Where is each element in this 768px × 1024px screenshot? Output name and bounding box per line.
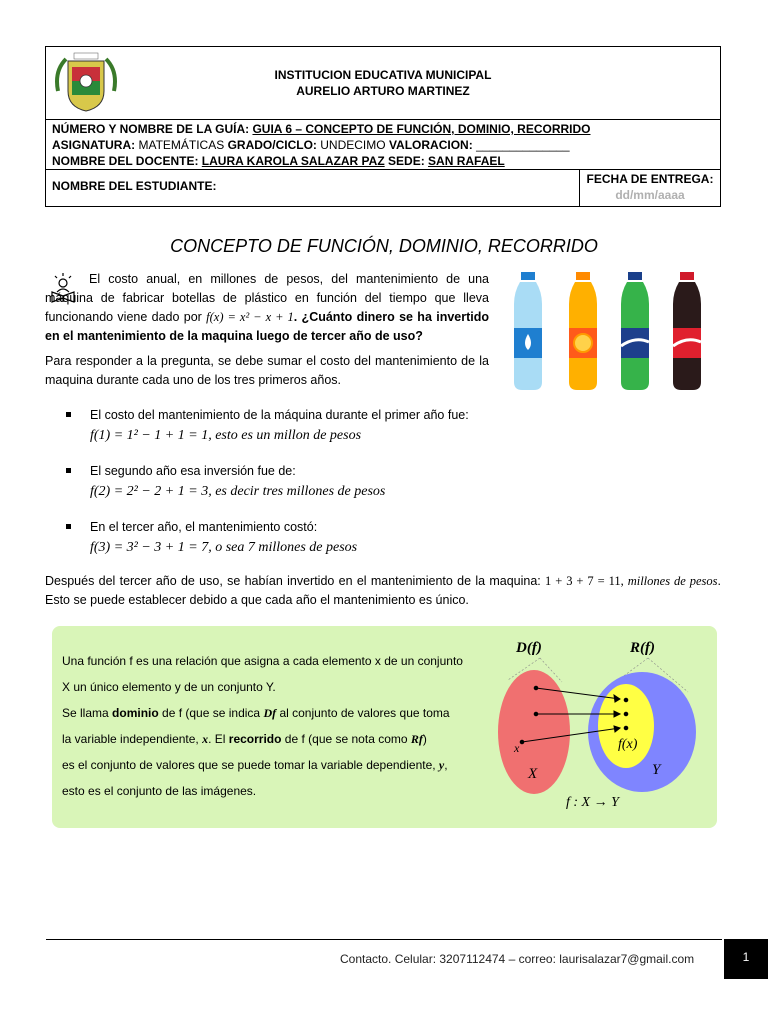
def-symbol-rf: Rf [410, 732, 423, 746]
domain-label: D(f) [516, 640, 542, 656]
def-text: al conjunto de valores que toma [276, 706, 450, 720]
def-text: . El [208, 732, 229, 746]
element-x-label: x [514, 741, 520, 755]
conclusion-paragraph [45, 572, 721, 610]
bullet-equation [90, 425, 469, 445]
def-symbol-x: x [202, 732, 209, 746]
intro-question: . ¿Cuánto dinero se ha invertido en el mantenimiento de la maquina luego de tercer año de uso? [45, 310, 490, 343]
intro-sentence: El costo anual, en millones de pesos, del mantenimiento de una máquina de fabricar botellas de plástico en función del tiempo que lleva funcionando viene dado por [45, 272, 489, 324]
header-info-rows [46, 120, 720, 170]
bullet-equation [90, 481, 385, 501]
function-diagram [492, 632, 710, 822]
answer-intro: Para responder a la pregunta, se debe sumar el costo del mantenimiento de la maquina durante cada uno de los tres primeros años. [45, 354, 489, 387]
valuation-label: VALORACION: [388, 138, 473, 152]
equation-note: o sea 7 millones de pesos [211, 540, 358, 555]
conclusion-part2: . Esto se puede establecer debido a que cada año el mantenimiento es único. [45, 574, 722, 607]
def-text: Se llama [62, 706, 113, 720]
header-title-row [46, 47, 720, 120]
range-label: R(f) [630, 640, 655, 656]
bullet-equation [90, 537, 357, 557]
equation-math: f(2) = 2² − 2 + 1 = 3, [90, 484, 212, 499]
conclusion-unit: millones de pesos [623, 574, 718, 588]
valuation-value: ______________ [476, 138, 570, 152]
subject-value: MATEMÁTICAS [138, 138, 225, 152]
bullet-year-1 [66, 406, 469, 445]
grade-value: UNDECIMO [320, 138, 386, 152]
intro-paragraph [45, 270, 489, 390]
conclusion-part1: Después del tercer año de uso, se habían invertido en el mantenimiento de la maquina: [45, 574, 546, 588]
student-row [46, 170, 720, 206]
equation-math: f(3) = 3² − 3 + 1 = 7, [90, 540, 212, 555]
delivery-date-field[interactable] [580, 170, 720, 206]
bullet-year-2 [66, 462, 385, 501]
student-name-field[interactable] [46, 170, 580, 206]
def-text: de f (que se indica [158, 706, 264, 720]
def-text: de f (que se nota como [281, 732, 411, 746]
header-table [45, 46, 721, 207]
definition-line1: Una función f es una relación que asigna a cada elemento x de un conjunto [62, 654, 463, 668]
page-number: 1 [724, 939, 768, 979]
guide-label: NÚMERO Y NOMBRE DE LA GUÍA: [52, 122, 250, 136]
function-expression: f(x) = x² − x + 1 [206, 310, 294, 324]
def-symbol-y: y [438, 758, 445, 772]
bullet-text: El segundo año esa inversión fue de: [90, 464, 296, 478]
plastic-bottles-illustration [496, 270, 724, 394]
site-value: SAN RAFAEL [428, 154, 505, 168]
teacher-row [52, 153, 714, 169]
def-text: es el conjunto de valores que se puede tomar la variable dependiente, [62, 758, 439, 772]
delivery-label: FECHA DE ENTREGA: [586, 172, 714, 186]
intro-problem [45, 270, 489, 346]
range-point [624, 712, 628, 716]
mapping-label: f : X → Y [566, 795, 619, 810]
set-y-label: Y [652, 762, 661, 778]
bullet-text: En el tercer año, el mantenimiento costó: [90, 520, 318, 534]
grade-label: GRADO/CICLO: [227, 138, 317, 152]
guide-row [52, 121, 714, 137]
equation-math: f(1) = 1² − 1 + 1 = 1, [90, 428, 212, 443]
definition-line3 [62, 700, 490, 726]
def-text: , [444, 758, 448, 772]
set-x-label: X [528, 766, 538, 782]
definition-line5 [62, 752, 490, 778]
student-label: NOMBRE DEL ESTUDIANTE: [52, 179, 217, 193]
range-point [624, 726, 628, 730]
teacher-value: LAURA KAROLA SALAZAR PAZ [201, 154, 385, 168]
page-title: CONCEPTO DE FUNCIÓN, DOMINIO, RECORRIDO [170, 236, 598, 256]
range-point [624, 698, 628, 702]
bullet-marker [66, 524, 71, 529]
bullet-text: El costo del mantenimiento de la máquina durante el primer año fue: [90, 408, 469, 422]
institution-name-line1: INSTITUCION EDUCATIVA MUNICIPAL [274, 68, 492, 82]
def-text: la variable independiente, [62, 732, 203, 746]
teacher-label: NOMBRE DEL DOCENTE: [52, 154, 199, 168]
definition-line4 [62, 726, 490, 752]
footer-contact: Contacto. Celular: 3207112474 – correo: laurisalazar7@gmail.com [340, 952, 695, 966]
bullet-year-3 [66, 518, 357, 557]
subject-label: ASIGNATURA: [52, 138, 136, 152]
guide-value: GUIA 6 – CONCEPTO DE FUNCIÓN, DOMINIO, RECORRIDO [252, 122, 591, 136]
def-term-domain: dominio [112, 706, 159, 720]
image-label: f(x) [618, 737, 638, 752]
def-term-range: recorrido [228, 732, 282, 746]
delivery-placeholder: dd/mm/aaaa [615, 188, 685, 202]
subject-row [52, 137, 714, 153]
definition-line6: esto es el conjunto de las imágenes. [62, 784, 257, 798]
equation-note: es decir tres millones de pesos [211, 484, 386, 499]
definition-line2: X un único elemento y de un conjunto Y. [62, 680, 276, 694]
bullet-marker [66, 412, 71, 417]
conclusion-sum: 1 + 3 + 7 = 11, [545, 574, 624, 588]
bullet-marker [66, 468, 71, 473]
footer-divider [46, 939, 722, 940]
definition-text [62, 648, 490, 804]
site-label: SEDE: [388, 154, 425, 168]
institution-name-line2: AURELIO ARTURO MARTINEZ [296, 84, 470, 98]
equation-note: esto es un millon de pesos [211, 428, 362, 443]
def-symbol-df: Df [263, 706, 277, 720]
def-text: ) [422, 732, 427, 746]
